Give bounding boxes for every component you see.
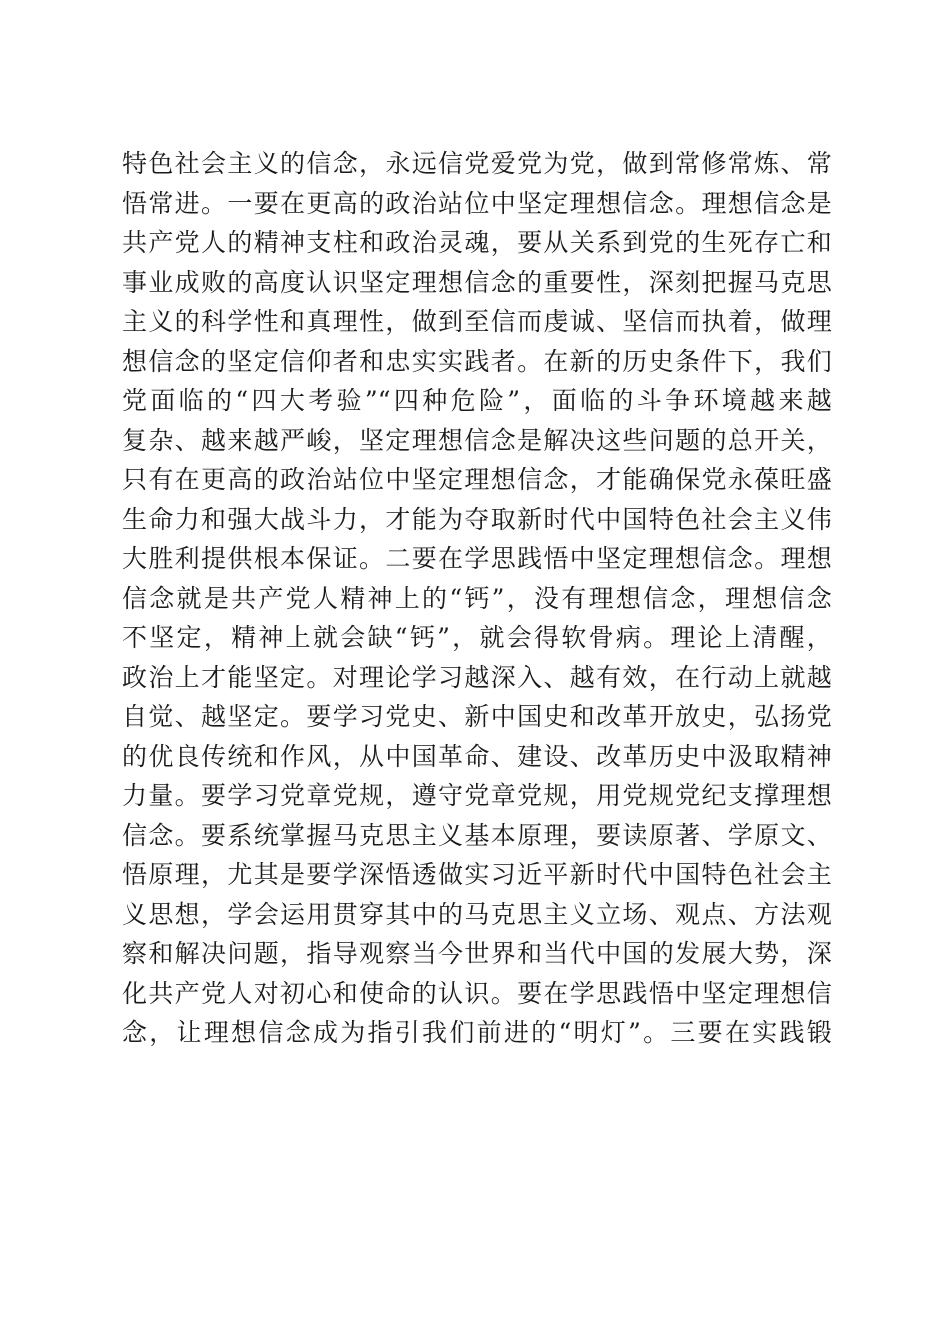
text-line: 察和解决问题，指导观察当今世界和当代中国的发展大势，深 <box>122 939 832 968</box>
text-line: 信念。要系统掌握马克思主义基本原理，要读原著、学原文、 <box>122 820 832 850</box>
text-line: 复杂、越来越严峻，坚定理想信念是解决这些问题的总开关， <box>122 425 832 455</box>
text-line: 悟常进。一要在更高的政治站位中坚定理想信念。理想信念是 <box>122 188 832 218</box>
text-line: 悟原理，尤其是要学深悟透做实习近平新时代中国特色社会主 <box>122 860 832 889</box>
text-line: 主义的科学性和真理性，做到至信而虔诚、坚信而执着，做理 <box>122 307 832 336</box>
text-line: 不坚定，精神上就会缺“钙”，就会得软骨病。理论上清醒， <box>122 623 832 652</box>
text-line: 力量。要学习党章党规，遵守党章党规，用党规党纪支撑理想 <box>122 781 832 810</box>
text-line: 义思想，学会运用贯穿其中的马克思主义立场、观点、方法观 <box>122 899 832 929</box>
text-line: 只有在更高的政治站位中坚定理想信念，才能确保党永葆旺盛 <box>122 465 832 494</box>
text-line: 想信念的坚定信仰者和忠实实践者。在新的历史条件下，我们 <box>122 346 832 376</box>
text-line: 化共产党人对初心和使命的认识。要在学思践悟中坚定理想信 <box>122 978 832 1008</box>
text-line: 大胜利提供根本保证。二要在学思践悟中坚定理想信念。理想 <box>122 544 832 573</box>
text-line: 念，让理想信念成为指引我们前进的“明灯”。三要在实践锻 <box>122 1018 832 1047</box>
text-line: 的优良传统和作风，从中国革命、建设、改革历史中汲取精神 <box>122 741 832 771</box>
body-paragraph <box>122 144 832 1053</box>
text-line: 政治上才能坚定。对理论学习越深入、越有效，在行动上就越 <box>122 662 832 692</box>
text-line: 自觉、越坚定。要学习党史、新中国史和改革开放史，弘扬党 <box>122 702 832 731</box>
text-line: 信念就是共产党人精神上的“钙”，没有理想信念，理想信念 <box>122 583 832 613</box>
text-line: 党面临的“四大考验”“四种危险”，面临的斗争环境越来越 <box>122 386 832 415</box>
text-line: 生命力和强大战斗力，才能为夺取新时代中国特色社会主义伟 <box>122 504 832 534</box>
text-line: 事业成败的高度认识坚定理想信念的重要性，深刻把握马克思 <box>122 267 832 297</box>
text-line: 特色社会主义的信念，永远信党爱党为党，做到常修常炼、常 <box>122 149 832 178</box>
text-line: 共产党人的精神支柱和政治灵魂，要从关系到党的生死存亡和 <box>122 228 832 257</box>
